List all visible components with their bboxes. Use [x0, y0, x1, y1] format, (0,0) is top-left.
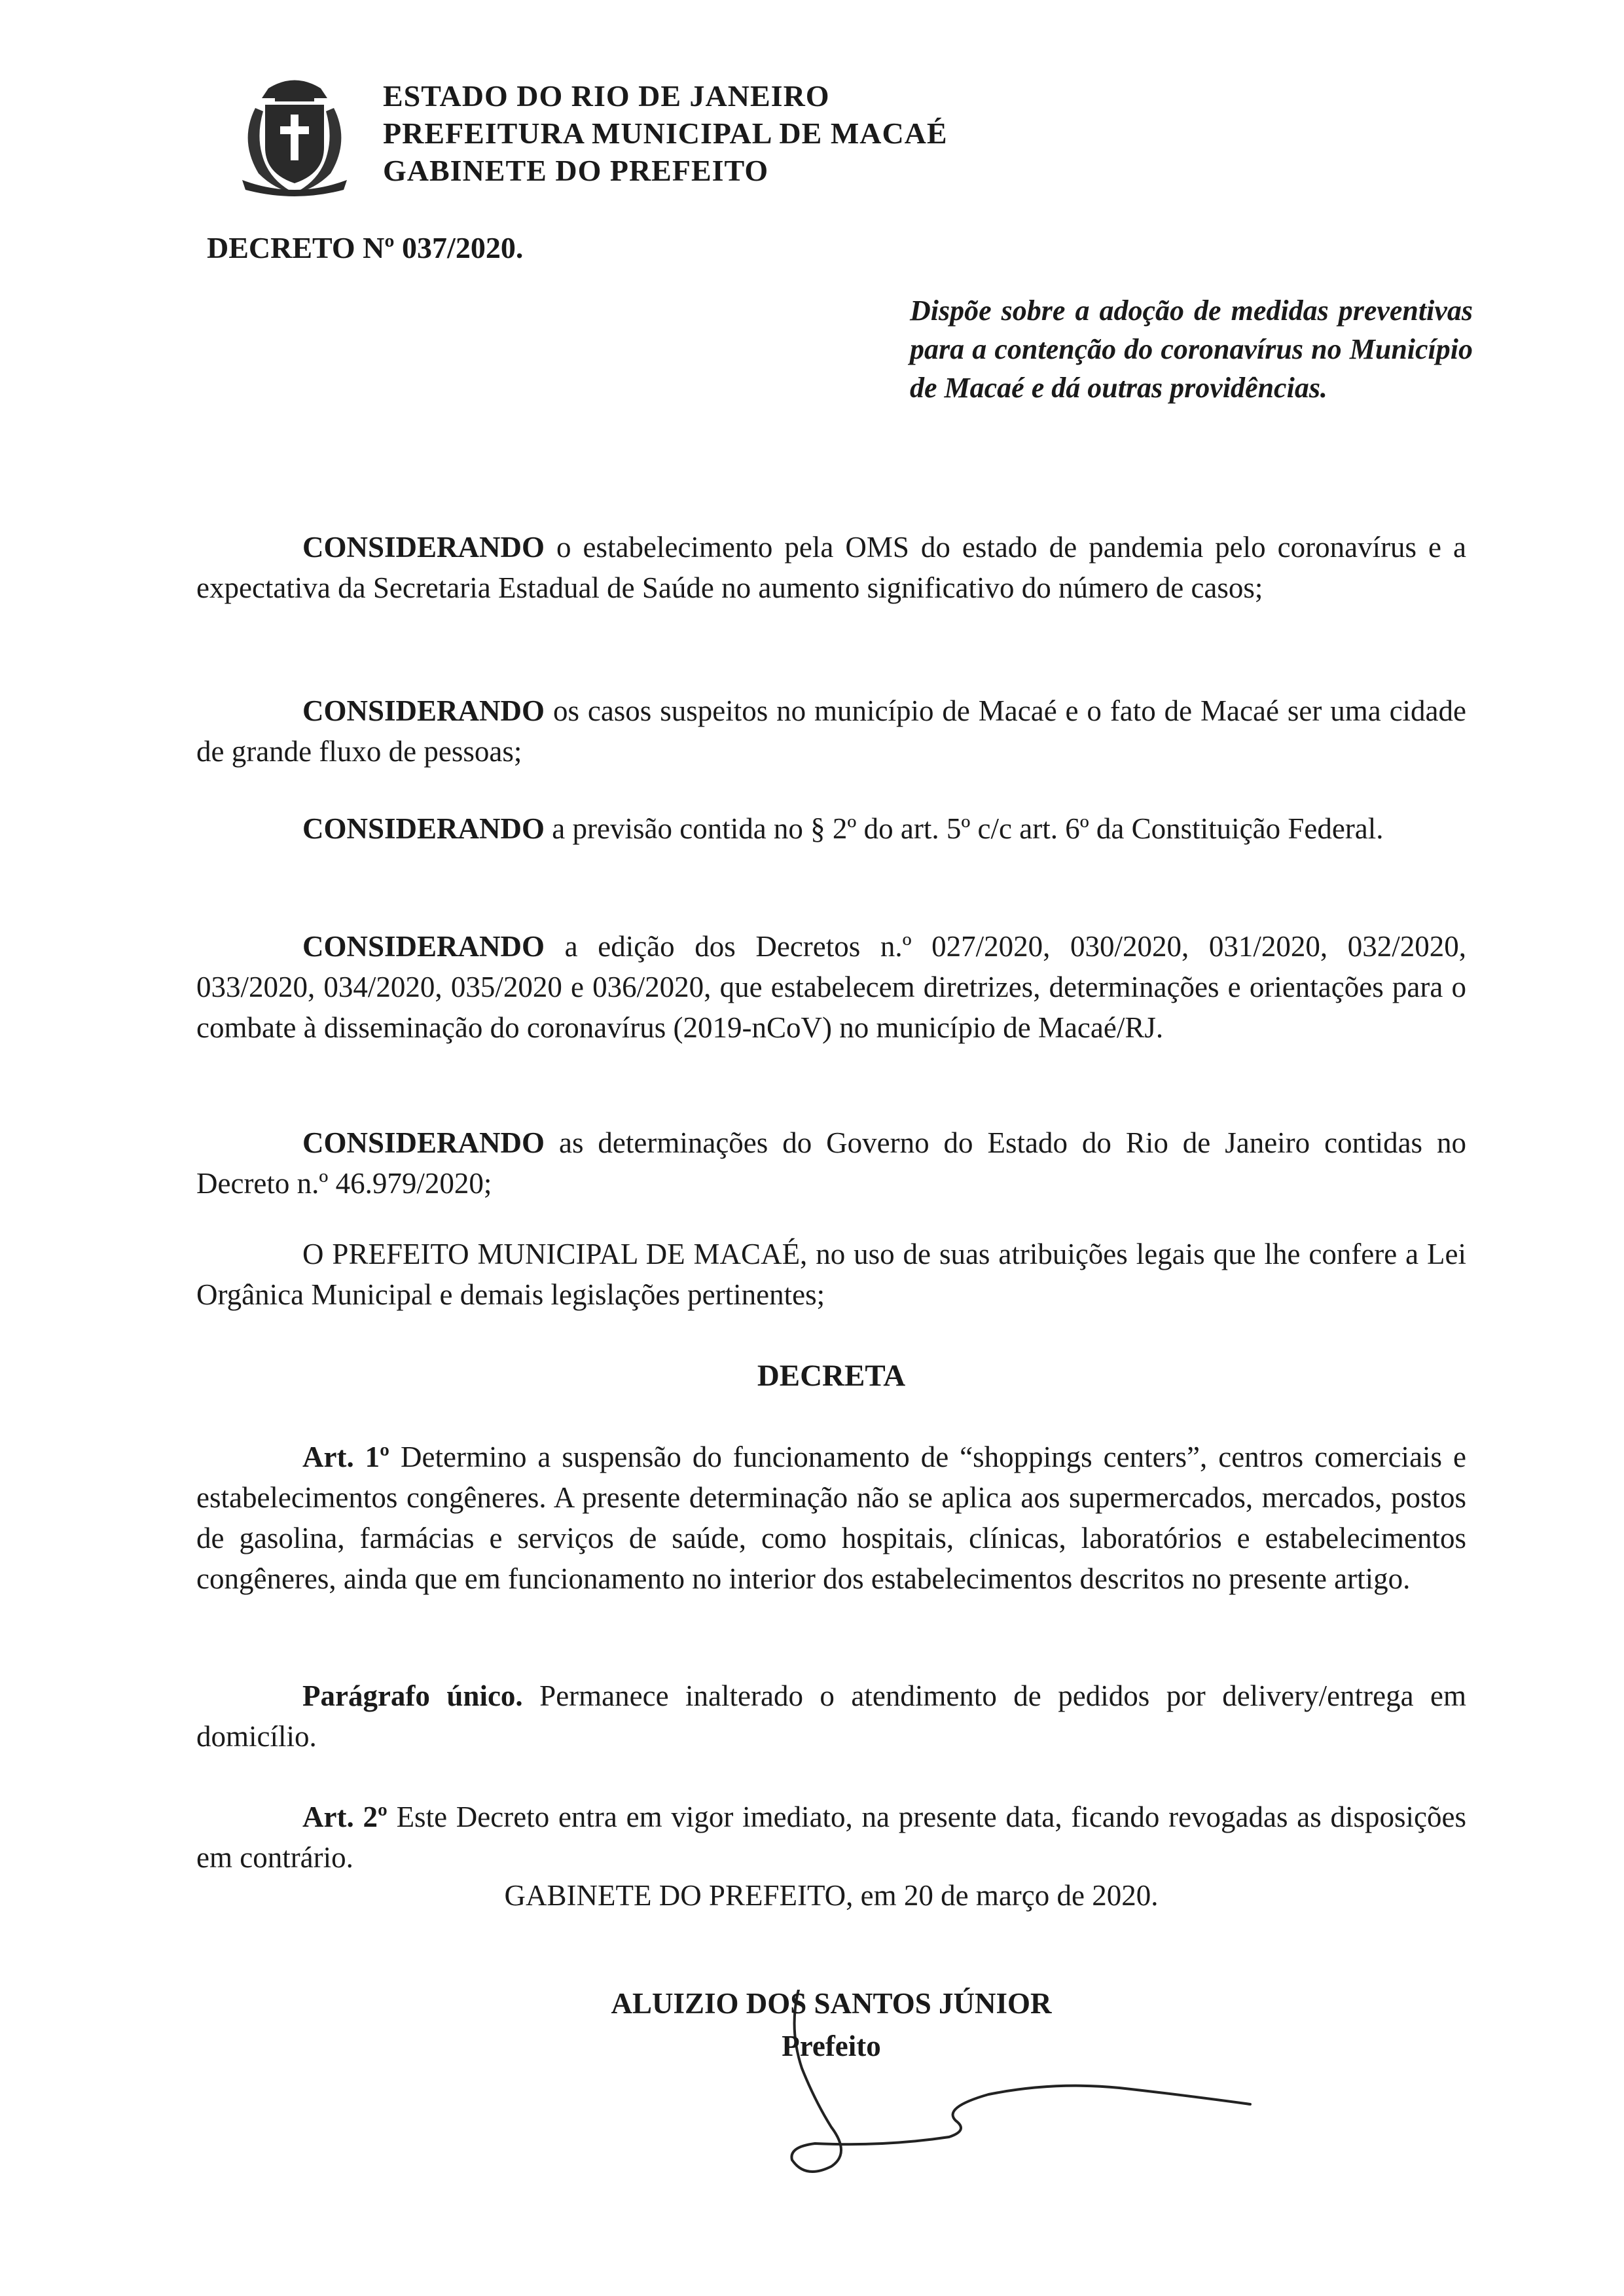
- article-2: [196, 1797, 1466, 1878]
- considerando-4: [196, 926, 1466, 1048]
- considerando-3: [196, 808, 1466, 849]
- letterhead-cabinet: GABINETE DO PREFEITO: [383, 154, 769, 187]
- considerando-text: as determinações do Governo do Estado do Rio de Janeiro contidas no Decreto n.º 46.979/2020;: [196, 1126, 1466, 1200]
- preamble: O PREFEITO MUNICIPAL DE MACAÉ, no uso de suas atribuições legais que lhe confere a Lei Orgânica Municipal e demais legislações pertinentes;: [196, 1238, 1466, 1311]
- considerando-text: o estabelecimento pela OMS do estado de pandemia pelo coronavírus e a expectativa da Secretaria Estadual de Saúde no aumento significativo do número de casos;: [196, 531, 1466, 604]
- considerando-lead: CONSIDERANDO: [302, 694, 545, 727]
- closing-line: GABINETE DO PREFEITO, em 20 de março de 2020.: [504, 1879, 1159, 1912]
- considerando-text: a previsão contida no § 2º do art. 5º c/c art. 6º da Constituição Federal.: [545, 812, 1384, 845]
- municipal-coat-of-arms-icon: [229, 69, 360, 200]
- signatory-name: ALUIZIO DOS SANTOS JÚNIOR: [611, 1987, 1052, 2020]
- decree-summary: Dispõe sobre a adoção de medidas preventivas para a contenção do coronavírus no Município de Macaé e dá outras providências.: [910, 295, 1473, 404]
- considerando-1: [196, 527, 1466, 608]
- considerando-lead: CONSIDERANDO: [302, 1126, 545, 1159]
- considerando-text: os casos suspeitos no município de Macaé e o fato de Macaé ser uma cidade de grande fluxo de pessoas;: [196, 694, 1466, 768]
- decree-number: DECRETO Nº 037/2020.: [207, 231, 524, 264]
- considerando-text: a edição dos Decretos n.º 027/2020, 030/2020, 031/2020, 032/2020, 033/2020, 034/2020, 035/2020 e 036/2020, que estabelecem diretrizes, determinações e orientações para o combate à disseminação do coronavírus (2019-nCoV) no município de Macaé/RJ.: [196, 930, 1466, 1044]
- letterhead-prefecture: PREFEITURA MUNICIPAL DE MACAÉ: [383, 117, 948, 150]
- considerando-lead: CONSIDERANDO: [302, 812, 545, 845]
- decreta-heading: DECRETA: [757, 1359, 906, 1393]
- letterhead-state: ESTADO DO RIO DE JANEIRO: [383, 79, 830, 113]
- article-1-text: Determino a suspensão do funcionamento de “shoppings centers”, centros comerciais e estabelecimentos congêneres. A presente determinação não se aplica aos supermercados, mercados, postos de gasolina, farmácias e serviços de saúde, como hospitais, clínicas, laboratórios e estabelecimentos congêneres, ainda que em funcionamento no interior dos estabelecimentos descritos no presente artigo.: [196, 1441, 1466, 1595]
- considerando-2: [196, 691, 1466, 772]
- sole-paragraph-text: Permanece inalterado o atendimento de pedidos por delivery/entrega em domicílio.: [196, 1679, 1466, 1753]
- sole-paragraph-lead: Parágrafo único.: [302, 1679, 523, 1712]
- article-1-lead: Art. 1º: [302, 1441, 390, 1473]
- considerando-5: [196, 1122, 1466, 1204]
- considerando-lead: CONSIDERANDO: [302, 531, 545, 564]
- considerando-lead: CONSIDERANDO: [302, 930, 545, 963]
- signatory-role: Prefeito: [782, 2030, 881, 2062]
- article-2-text: Este Decreto entra em vigor imediato, na presente data, ficando revogadas as disposições em contrário.: [196, 1801, 1466, 1874]
- article-2-lead: Art. 2º: [302, 1801, 388, 1833]
- letterhead: [383, 77, 948, 189]
- sole-paragraph: [196, 1676, 1466, 1757]
- article-1: [196, 1437, 1466, 1599]
